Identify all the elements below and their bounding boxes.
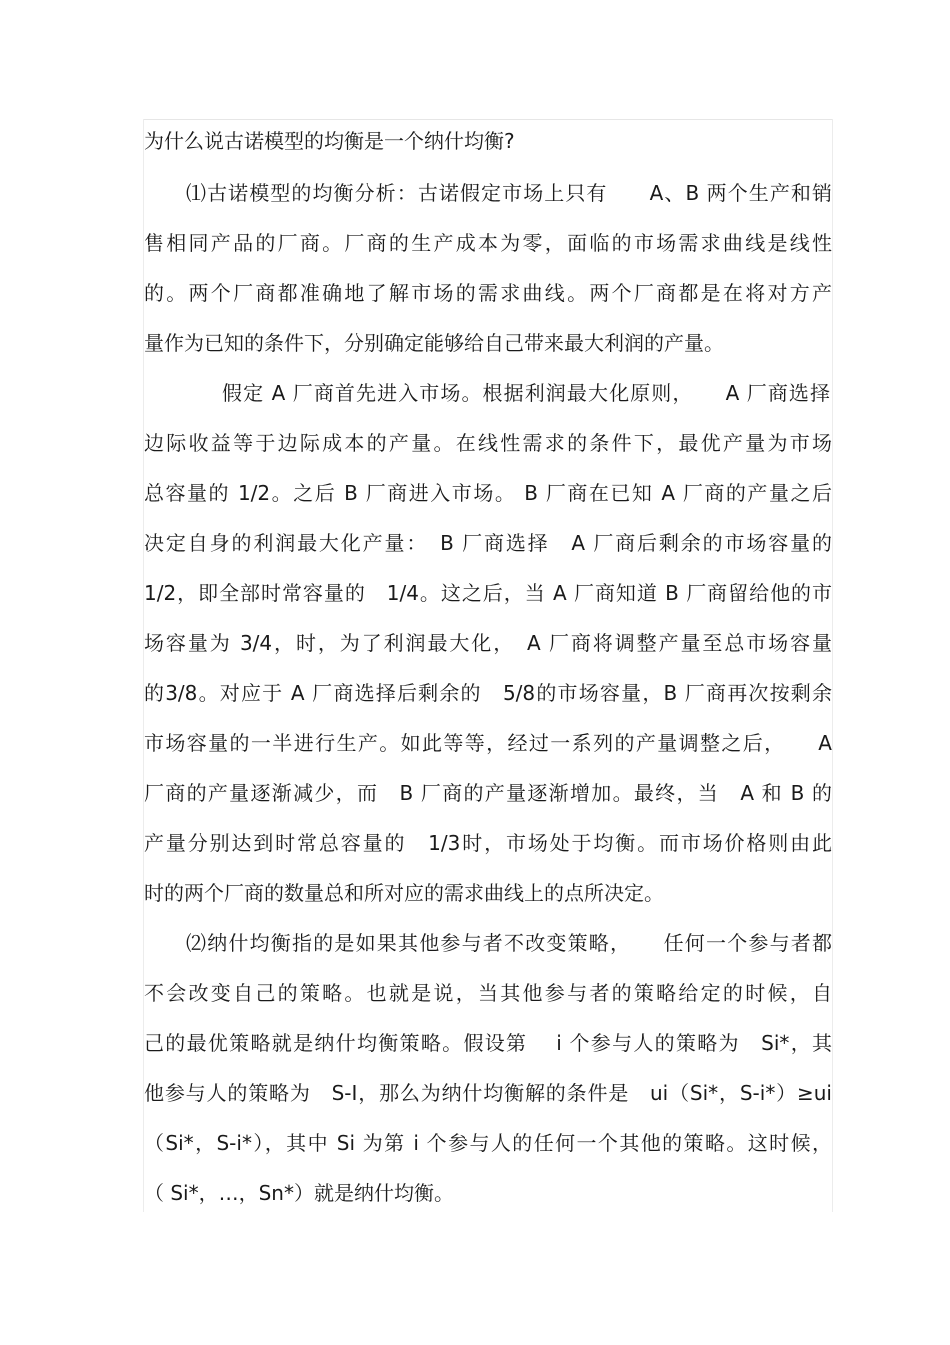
text-line: 不会改变自己的策略。也就是说，当其他参与者的策略给定的时候，自 xyxy=(144,981,832,1005)
text-line: 的3/8。对应于 A 厂商选择后剩余的 5/8的市场容量，B 厂商再次按剩余 xyxy=(144,681,832,705)
text-line: 的。两个厂商都准确地了解市场的需求曲线。两个厂商都是在将对方产 xyxy=(144,281,832,305)
text-line: 售相同产品的厂商。厂商的生产成本为零，面临的市场需求曲线是线性 xyxy=(144,231,832,255)
text-line: （Si*，S-i*），其中 Si 为第 i 个参与人的任何一个其他的策略。这时候， xyxy=(144,1131,832,1155)
text-line: ⑴古诺模型的均衡分析：古诺假定市场上只有 A、B 两个生产和销 xyxy=(186,181,832,205)
text-line: 边际收益等于边际成本的产量。在线性需求的条件下，最优产量为市场 xyxy=(144,431,832,455)
page-frame-top-border xyxy=(143,119,833,120)
document-title: 为什么说古诺模型的均衡是一个纳什均衡? xyxy=(144,129,515,153)
text-line: 场容量为 3/4，时，为了利润最大化， A 厂商将调整产量至总市场容量 xyxy=(144,631,832,655)
text-line: 厂商的产量逐渐减少，而 B 厂商的产量逐渐增加。最终，当 A 和 B 的 xyxy=(144,781,832,805)
text-line: 1/2，即全部时常容量的 1/4。这之后，当 A 厂商知道 B 厂商留给他的市 xyxy=(144,581,832,605)
text-line: （ Si*，…，Sn*）就是纳什均衡。 xyxy=(144,1181,454,1205)
text-line: 假定 A 厂商首先进入市场。根据利润最大化原则， A 厂商选择 xyxy=(222,381,830,405)
text-line: 量作为已知的条件下，分别确定能够给自己带来最大利润的产量。 xyxy=(144,331,724,355)
text-line: ⑵纳什均衡指的是如果其他参与者不改变策略， 任何一个参与者都 xyxy=(186,931,832,955)
text-line: 产量分别达到时常总容量的 1/3时，市场处于均衡。而市场价格则由此 xyxy=(144,831,832,855)
page-frame-right-border xyxy=(832,119,833,1212)
text-line: 总容量的 1/2。之后 B 厂商进入市场。 B 厂商在已知 A 厂商的产量之后 xyxy=(144,481,832,505)
text-line: 决定自身的利润最大化产量： B 厂商选择 A 厂商后剩余的市场容量的 xyxy=(144,531,832,555)
text-line: 时的两个厂商的数量总和所对应的需求曲线上的点所决定。 xyxy=(144,881,664,905)
text-line: 市场容量的一半进行生产。如此等等，经过一系列的产量调整之后， A xyxy=(144,731,832,755)
text-line: 他参与人的策略为 S-I，那么为纳什均衡解的条件是 ui（Si*，S-i*）≥ui xyxy=(144,1081,832,1105)
text-line: 己的最优策略就是纳什均衡策略。假设第 i 个参与人的策略为 Si*，其 xyxy=(144,1031,832,1055)
